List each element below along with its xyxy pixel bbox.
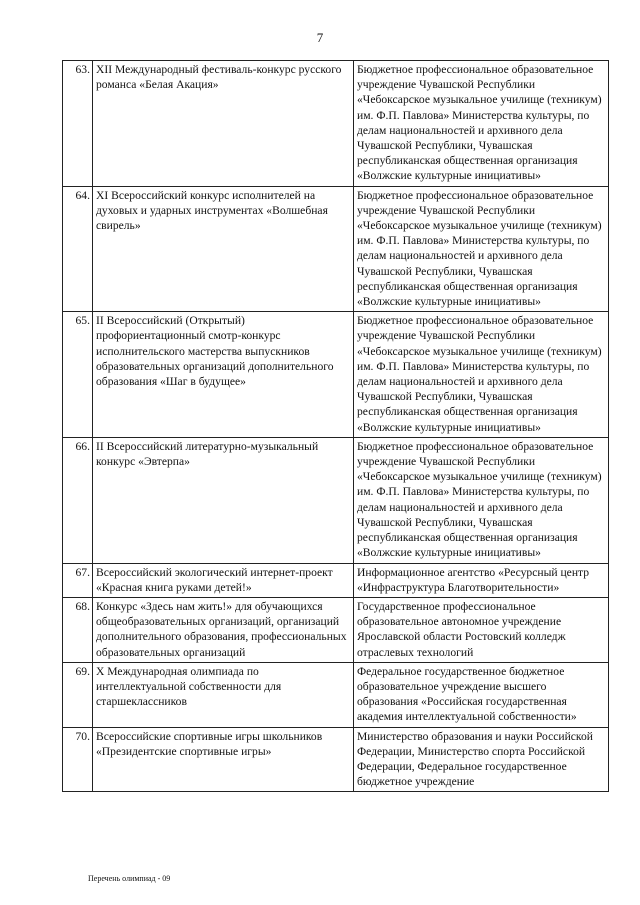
page-footer: Перечень олимпиад - 09	[88, 874, 171, 883]
table-row	[63, 61, 609, 187]
organizer: Бюджетное профессиональное образовательное учреждение Чувашской Республики «Чебоксарское музыкальное училище (техникум) им. Ф.П. Павлова» Министерства культуры, по делам национальностей и архивного дела Чувашской Республики, Чувашская республиканская общественная организация «Волжские культурные инициативы»	[354, 186, 609, 312]
row-number: 64.	[63, 186, 93, 312]
organizer: Информационное агентство «Ресурсный центр «Инфраструктура Благотворительности»	[354, 563, 609, 597]
event-name: II Всероссийский (Открытый) профориентационный смотр-конкурс исполнительского мастерства выпускников образовательных организаций дополнительного образования «Шаг в будущее»	[93, 312, 354, 438]
table-row	[63, 312, 609, 438]
table-row	[63, 597, 609, 662]
event-name: II Всероссийский литературно-музыкальный конкурс «Эвтерпа»	[93, 437, 354, 563]
event-name: Всероссийский экологический интернет-проект «Красная книга руками детей!»	[93, 563, 354, 597]
organizer: Бюджетное профессиональное образовательное учреждение Чувашской Республики «Чебоксарское музыкальное училище (техникум) им. Ф.П. Павлова» Министерства культуры, по делам национальностей и архивного дела Чувашской Республики, Чувашская республиканская общественная организация «Волжские культурные инициативы»	[354, 312, 609, 438]
organizer: Государственное профессиональное образовательное автономное учреждение Ярославской области Ростовский колледж отраслевых технологий	[354, 597, 609, 662]
table-row	[63, 727, 609, 792]
organizer: Бюджетное профессиональное образовательное учреждение Чувашской Республики «Чебоксарское музыкальное училище (техникум) им. Ф.П. Павлова» Министерства культуры, по делам национальностей и архивного дела Чувашской Республики, Чувашская республиканская общественная организация «Волжские культурные инициативы»	[354, 437, 609, 563]
table-row	[63, 186, 609, 312]
page-number: 7	[316, 30, 324, 45]
olympiad-table	[62, 60, 609, 792]
row-number: 67.	[63, 563, 93, 597]
row-number: 66.	[63, 437, 93, 563]
event-name: X Международная олимпиада по интеллектуальной собственности для старшеклассников	[93, 662, 354, 727]
table-row	[63, 563, 609, 597]
event-name: Всероссийские спортивные игры школьников «Президентские спортивные игры»	[93, 727, 354, 792]
row-number: 69.	[63, 662, 93, 727]
event-name: XI Всероссийский конкурс исполнителей на духовых и ударных инструментах «Волшебная свирель»	[93, 186, 354, 312]
event-name: Конкурс «Здесь нам жить!» для обучающихся общеобразовательных организаций, организаций дополнительного образования, профессиональных образовательных организаций	[93, 597, 354, 662]
row-number: 70.	[63, 727, 93, 792]
row-number: 68.	[63, 597, 93, 662]
table-row	[63, 662, 609, 727]
event-name: XII Международный фестиваль-конкурс русского романса «Белая Акация»	[93, 61, 354, 187]
organizer: Федеральное государственное бюджетное образовательное учреждение высшего образования «Российская государственная академия интеллектуальной собственности»	[354, 662, 609, 727]
organizer: Министерство образования и науки Российской Федерации, Министерство спорта Российской Федерации, Федеральное государственное бюджетное учреждение	[354, 727, 609, 792]
organizer: Бюджетное профессиональное образовательное учреждение Чувашской Республики «Чебоксарское музыкальное училище (техникум) им. Ф.П. Павлова» Министерства культуры, по делам национальностей и архивного дела Чувашской Республики, Чувашская республиканская общественная организация «Волжские культурные инициативы»	[354, 61, 609, 187]
table-body	[63, 61, 609, 792]
table-row	[63, 437, 609, 563]
row-number: 65.	[63, 312, 93, 438]
row-number: 63.	[63, 61, 93, 187]
